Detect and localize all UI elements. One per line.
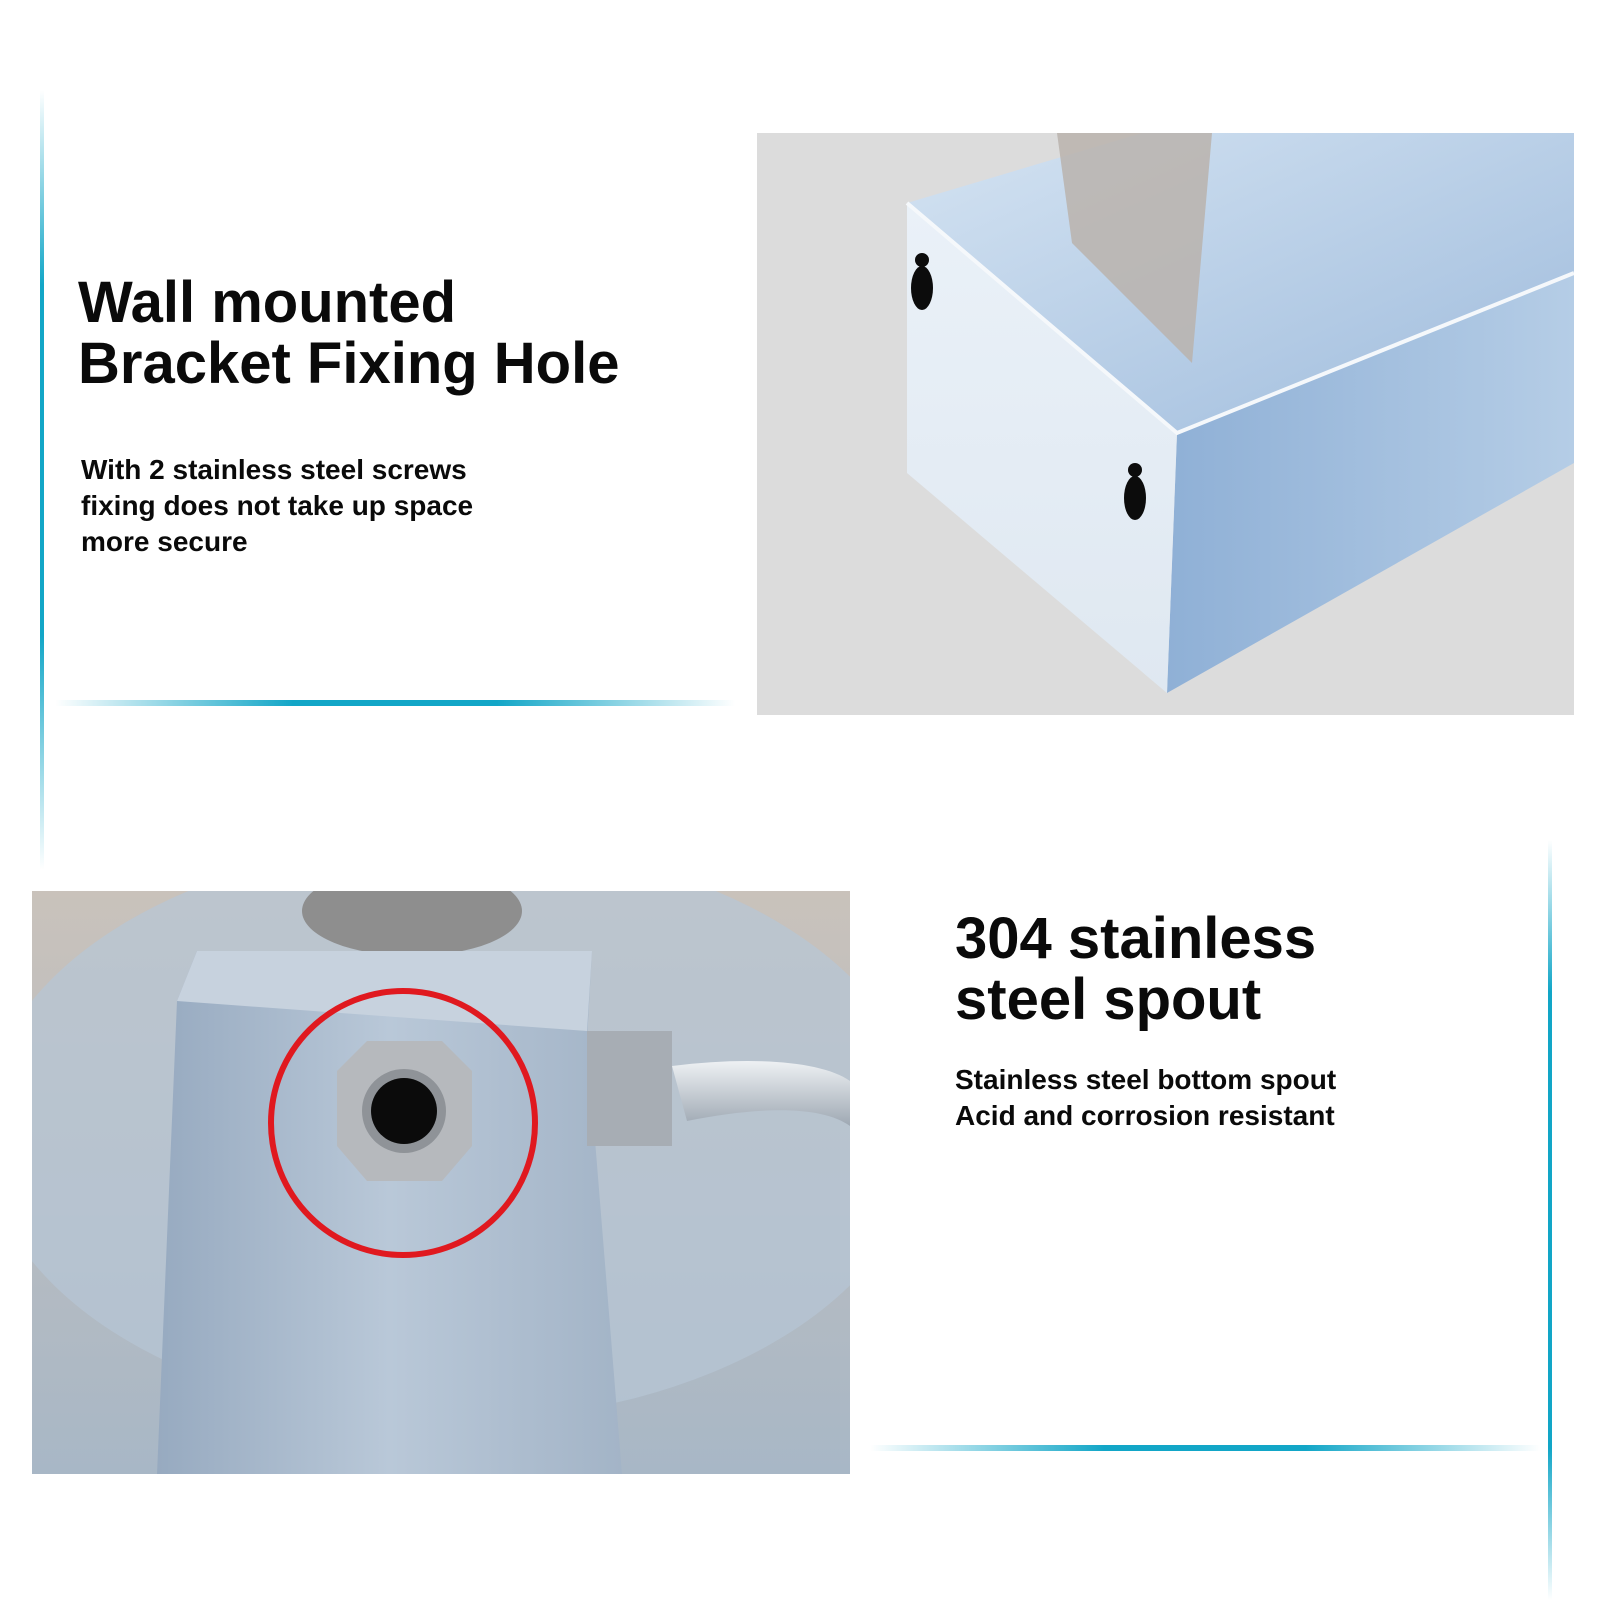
bottom-divider-line	[870, 1445, 1540, 1451]
spout-heading-line: 304 stainless	[955, 906, 1317, 971]
spout-description-line: Stainless steel bottom spout	[955, 1064, 1337, 1095]
bracket-description	[81, 452, 473, 560]
bracket-heading-line: Wall mounted	[78, 270, 457, 335]
bracket-description-line: With 2 stainless steel screws	[81, 454, 467, 485]
spout-photo	[32, 891, 850, 1474]
bracket-heading	[78, 272, 619, 394]
spout-illustration	[32, 891, 850, 1474]
left-accent-line	[40, 90, 44, 870]
bracket-heading-line: Bracket Fixing Hole	[78, 331, 620, 396]
spout-heading-line: steel spout	[955, 967, 1262, 1032]
top-divider-line	[55, 700, 735, 706]
bracket-photo	[757, 133, 1574, 715]
spout-heading	[955, 908, 1316, 1030]
bracket-illustration	[757, 133, 1574, 715]
spout-description-line: Acid and corrosion resistant	[955, 1100, 1335, 1131]
bracket-description-line: fixing does not take up space	[81, 490, 474, 521]
bracket-description-line: more secure	[81, 526, 248, 557]
spout-description	[955, 1062, 1336, 1134]
right-accent-line	[1548, 840, 1552, 1600]
